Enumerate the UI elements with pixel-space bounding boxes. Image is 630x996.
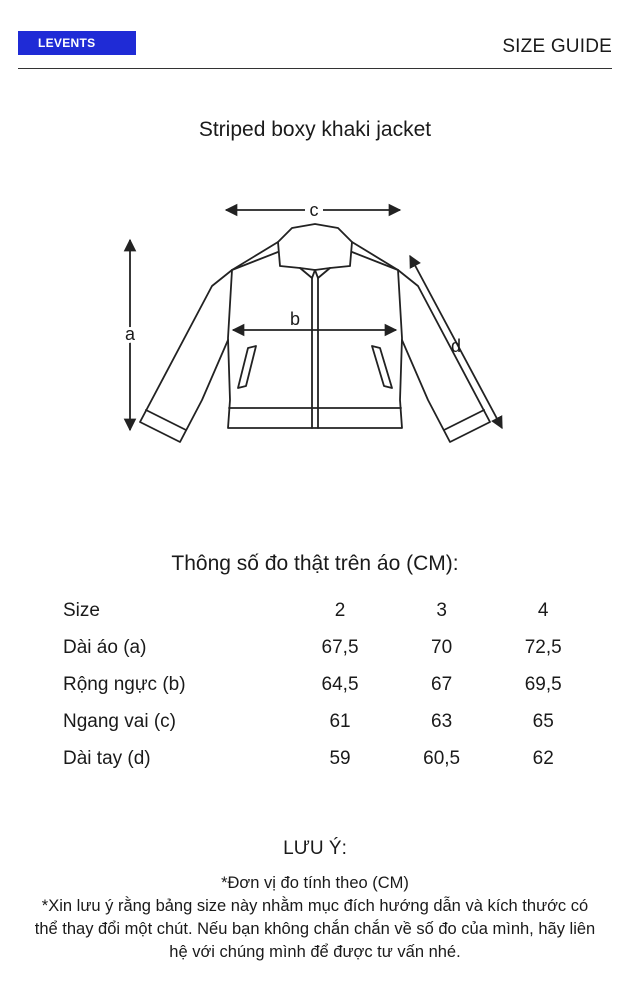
measure-label-c: c [309,200,319,220]
table-row-label: Ngang vai (c) [63,710,176,732]
jacket-yoke-right [352,252,398,270]
table-cell: 60,5 [423,747,461,769]
table-cell: 70 [431,636,453,658]
header-divider [18,68,612,69]
table-cell: 65 [532,710,554,732]
product-title: Striped boxy khaki jacket [198,118,432,141]
page-title: SIZE GUIDE [502,36,612,57]
table-cell: 62 [532,747,554,769]
measure-label-a: a [124,324,136,344]
table-row [54,703,594,740]
table-cell: 69,5 [524,673,562,695]
table-row [54,740,594,777]
jacket-collar [278,224,352,270]
table-header-row [54,592,594,629]
table-row-label: Dài áo (a) [63,636,147,658]
table-header-cell: 3 [436,599,447,621]
table-title: Thông số đo thật trên áo (CM): [171,552,459,575]
jacket-left-pocket [238,346,256,388]
jacket-diagram [100,190,530,470]
brand-logo: LEVENTS [18,31,136,55]
note-disclaimer: *Xin lưu ý rằng bảng size này nhằm mục đích hướng dẫn và kích thước có thể thay đổi một chút. Nếu bạn không chắn chắn về số đo của mình, hãy liên hệ với chúng mình để được tư vấn nhé. [34,897,596,961]
note-unit: *Đơn vị đo tính theo (CM) [221,874,409,892]
table-row [54,666,594,703]
table-row [54,629,594,666]
table-row-label: Rộng ngực (b) [63,673,186,695]
table-header-cell: 4 [537,599,549,621]
notes-body [30,872,600,964]
table-cell: 67 [431,673,453,695]
table-row-label: Dài tay (d) [63,747,151,769]
table-cell: 59 [329,747,351,769]
size-table [54,592,594,777]
table-cell: 64,5 [321,673,359,695]
notes-title: LƯU Ý: [283,838,347,859]
table-cell: 61 [329,710,351,732]
jacket-right-sleeve [398,270,490,442]
table-cell: 63 [431,710,453,732]
table-cell: 72,5 [524,636,562,658]
jacket-yoke-left [232,252,278,270]
measure-label-d: d [450,336,462,356]
table-header-cell: Size [63,599,100,621]
measure-label-b: b [289,309,301,329]
jacket-left-sleeve [140,270,232,442]
table-header-cell: 2 [334,599,346,621]
table-cell: 67,5 [321,636,359,658]
jacket-right-pocket [372,346,392,388]
